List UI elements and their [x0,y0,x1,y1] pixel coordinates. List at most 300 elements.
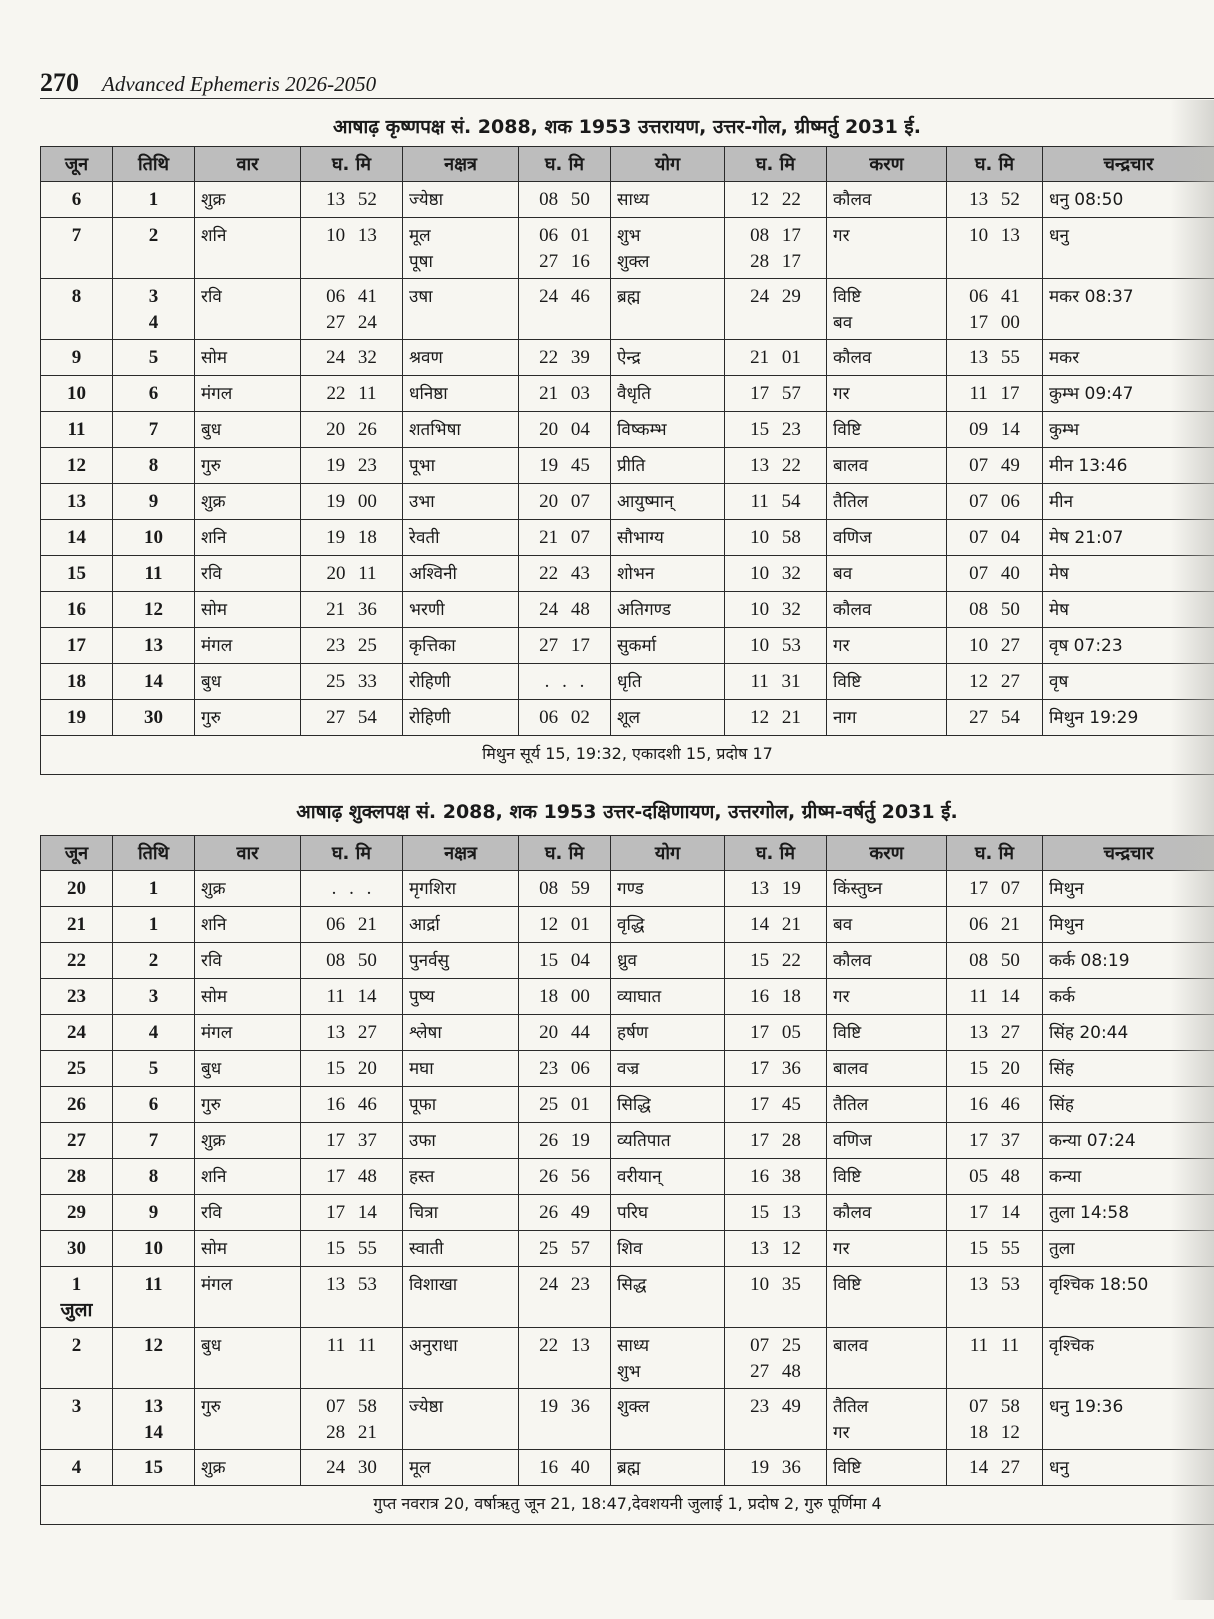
column-header: घ. मि [725,836,827,871]
nakshatra-cell [403,1015,519,1051]
column-header: तिथि [113,147,195,182]
cell-line: परिघ [617,1203,649,1223]
karan-end-time-cell [947,1450,1043,1486]
karan-end-time-cell [947,628,1043,664]
cell-line: मघा [409,1059,434,1079]
date-cell [41,412,113,448]
yoga-end-time-cell [725,1123,827,1159]
cell-line: 17 [67,635,86,656]
cell-line: 25 01 [539,1094,590,1115]
cell-line: 18 12 [969,1422,1020,1443]
nakshatra-end-time-cell [519,907,611,943]
cell-line: 07 49 [969,455,1020,476]
cell-line: 23 25 [326,635,377,656]
nakshatra-end-time-cell [519,664,611,700]
karan-cell [827,943,947,979]
cell-line: 23 06 [539,1058,590,1079]
tithi-end-time-cell [301,1051,403,1087]
nakshatra-cell [403,182,519,218]
table-row [41,520,1214,556]
cell-line: 26 56 [539,1166,590,1187]
nakshatra-end-time-cell [519,1328,611,1389]
cell-line: 08 50 [969,599,1020,620]
cell-line: वृद्धि [617,915,645,935]
table-row [41,871,1214,907]
nakshatra-end-time-cell [519,1450,611,1486]
cell-line: 8 [148,455,159,476]
cell-line: ज्येष्ठा [409,1397,443,1417]
table-row [41,907,1214,943]
cell-line: 07 06 [969,491,1020,512]
day-cell: शनि [195,218,301,279]
cell-line: बव [833,915,853,935]
cell-line: पूभा [409,456,436,476]
cell-line: 25 [67,1058,86,1079]
cell-line: ब्रह्म [617,1458,641,1478]
tithi-end-time-cell [301,943,403,979]
cell-line: 11 14 [326,986,377,1007]
table-row [41,1123,1214,1159]
yoga-cell [611,1087,725,1123]
cell-line: . . . [544,671,585,692]
nakshatra-cell [403,592,519,628]
karan-cell [827,412,947,448]
column-header: चन्द्रचार [1043,836,1214,871]
cell-line: 6 [71,189,82,210]
karan-cell [827,340,947,376]
cell-line: 26 19 [539,1130,590,1151]
cell-line: मूल [409,226,431,246]
cell-line: व्याघात [617,987,662,1007]
tithi-end-time-cell [301,1267,403,1328]
moon-transit-cell: तुला 14:58 [1043,1195,1214,1231]
nakshatra-cell [403,556,519,592]
note-row [41,736,1214,775]
cell-line: 17 37 [326,1130,377,1151]
table-row [41,340,1214,376]
cell-line: व्यतिपात [617,1131,671,1151]
cell-line: 19 23 [326,455,377,476]
yoga-end-time-cell [725,1231,827,1267]
cell-line: 13 52 [326,189,377,210]
cell-line: वज्र [617,1059,640,1079]
cell-line: 15 [67,563,86,584]
column-header: योग [611,147,725,182]
cell-line: विष्टि [833,1275,862,1295]
cell-line: 12 27 [969,671,1020,692]
nakshatra-cell [403,340,519,376]
yoga-cell [611,520,725,556]
karan-cell [827,1123,947,1159]
karan-end-time-cell [947,1051,1043,1087]
cell-line: 17 07 [969,878,1020,899]
nakshatra-end-time-cell [519,484,611,520]
cell-line: 13 53 [969,1274,1020,1295]
nakshatra-end-time-cell [519,182,611,218]
cell-line: 13 12 [750,1238,801,1259]
cell-line: 18 [67,671,86,692]
nakshatra-cell [403,1389,519,1450]
cell-line: हस्त [409,1167,435,1187]
moon-transit-cell: मिथुन [1043,907,1214,943]
cell-line: 27 48 [750,1361,801,1382]
cell-line: मृगशिरा [409,879,457,899]
karan-end-time-cell [947,448,1043,484]
cell-line: 30 [144,707,163,728]
moon-transit-cell: मेष [1043,592,1214,628]
cell-line: साध्य [617,1336,650,1356]
day-cell: रवि [195,279,301,340]
cell-line: 10 [144,1238,163,1259]
cell-line: 10 13 [326,225,377,246]
date-cell [41,592,113,628]
table-row [41,1087,1214,1123]
karan-cell [827,1450,947,1486]
nakshatra-cell [403,1267,519,1328]
karan-cell [827,1389,947,1450]
day-cell: शनि [195,907,301,943]
table-row [41,484,1214,520]
tithi-cell [113,1389,195,1450]
moon-transit-cell: कुम्भ 09:47 [1043,376,1214,412]
table-row [41,376,1214,412]
cell-line: शिव [617,1239,643,1259]
cell-line: सुकर्मा [617,636,657,656]
yoga-cell [611,943,725,979]
table-row [41,700,1214,736]
karan-cell [827,871,947,907]
day-cell: शुक्र [195,484,301,520]
nakshatra-cell [403,943,519,979]
column-header: जून [41,836,113,871]
cell-line: 22 39 [539,347,590,368]
cell-line: 19 18 [326,527,377,548]
yoga-cell [611,376,725,412]
nakshatra-end-time-cell [519,218,611,279]
cell-line: 10 32 [750,599,801,620]
moon-transit-cell: मिथुन 19:29 [1043,700,1214,736]
yoga-cell [611,279,725,340]
cell-line: 15 55 [969,1238,1020,1259]
cell-line: 11 [144,1274,163,1295]
nakshatra-cell [403,412,519,448]
cell-line: 06 41 [969,286,1020,307]
nakshatra-cell [403,218,519,279]
tithi-cell [113,218,195,279]
tithi-end-time-cell [301,1015,403,1051]
tithi-end-time-cell [301,556,403,592]
cell-line: 11 54 [750,491,801,512]
cell-line: 20 11 [326,563,377,584]
tithi-end-time-cell [301,1231,403,1267]
karan-end-time-cell [947,871,1043,907]
date-cell [41,484,113,520]
tithi-end-time-cell [301,279,403,340]
nakshatra-end-time-cell [519,556,611,592]
cell-line: 24 32 [326,347,377,368]
cell-line: 10 13 [969,225,1020,246]
karan-end-time-cell [947,376,1043,412]
column-header: नक्षत्र [403,836,519,871]
karan-cell [827,1087,947,1123]
karan-end-time-cell [947,1195,1043,1231]
date-cell [41,1231,113,1267]
cell-line: 12 [144,1335,163,1356]
moon-transit-cell: कन्या 07:24 [1043,1123,1214,1159]
tithi-cell [113,556,195,592]
cell-line: 10 53 [750,635,801,656]
moon-transit-cell: तुला [1043,1231,1214,1267]
cell-line: 08 50 [539,189,590,210]
cell-line: विष्टि [833,287,862,307]
cell-line: 15 13 [750,1202,801,1223]
ephemeris-table-shukla [40,835,1214,1525]
cell-line: उभा [409,492,435,512]
karan-cell [827,1015,947,1051]
column-header: वार [195,147,301,182]
cell-line: 27 17 [539,635,590,656]
cell-line: नाग [833,708,857,728]
table-row [41,1267,1214,1328]
yoga-cell [611,218,725,279]
cell-line: 13 [144,1396,163,1417]
nakshatra-end-time-cell [519,1195,611,1231]
cell-line: 23 [67,986,86,1007]
tithi-cell [113,1195,195,1231]
tithi-cell [113,700,195,736]
nakshatra-end-time-cell [519,628,611,664]
karan-cell [827,592,947,628]
column-header: जून [41,147,113,182]
cell-line: आयुष्मान् [617,492,674,512]
yoga-end-time-cell [725,279,827,340]
column-header: तिथि [113,836,195,871]
day-cell: गुरु [195,700,301,736]
cell-line: 06 02 [539,707,590,728]
moon-transit-cell: कुम्भ [1043,412,1214,448]
nakshatra-end-time-cell [519,448,611,484]
cell-line: 13 22 [750,455,801,476]
cell-line: 06 01 [539,225,590,246]
cell-line: 11 [144,563,163,584]
cell-line: 24 29 [750,286,801,307]
date-cell [41,1123,113,1159]
yoga-end-time-cell [725,376,827,412]
date-cell [41,182,113,218]
table-row [41,279,1214,340]
yoga-cell [611,907,725,943]
moon-transit-cell: सिंह 20:44 [1043,1015,1214,1051]
cell-line: 20 26 [326,419,377,440]
table-row [41,979,1214,1015]
yoga-end-time-cell [725,556,827,592]
cell-line: कौलव [833,951,872,971]
cell-line: 22 11 [326,383,377,404]
yoga-cell [611,1015,725,1051]
cell-line: 15 22 [750,950,801,971]
yoga-end-time-cell [725,1159,827,1195]
tithi-end-time-cell [301,1328,403,1389]
karan-end-time-cell [947,979,1043,1015]
karan-end-time-cell [947,1159,1043,1195]
day-cell: गुरु [195,1087,301,1123]
cell-line: बव [833,313,853,333]
cell-line: 24 46 [539,286,590,307]
cell-line: रोहिणी [409,708,451,728]
cell-line: 12 21 [750,707,801,728]
karan-cell [827,979,947,1015]
day-cell: शनि [195,520,301,556]
cell-line: 14 21 [750,914,801,935]
book-title: Advanced Ephemeris 2026-2050 [102,72,377,96]
cell-line: विष्टि [833,1458,862,1478]
table-row [41,1389,1214,1450]
date-cell [41,1389,113,1450]
yoga-cell [611,412,725,448]
cell-line: ध्रुव [617,951,637,971]
cell-line: गर [833,1239,850,1259]
tithi-cell [113,592,195,628]
date-cell [41,907,113,943]
tithi-cell [113,979,195,1015]
tithi-end-time-cell [301,1450,403,1486]
yoga-cell [611,1389,725,1450]
cell-line: 13 27 [969,1022,1020,1043]
yoga-end-time-cell [725,448,827,484]
yoga-cell [611,556,725,592]
date-cell [41,664,113,700]
nakshatra-cell [403,1087,519,1123]
table-row [41,664,1214,700]
cell-line: 21 01 [750,347,801,368]
yoga-end-time-cell [725,943,827,979]
cell-line: ब्रह्म [617,287,641,307]
cell-line: 7 [148,419,159,440]
moon-transit-cell: मिथुन [1043,871,1214,907]
cell-line: 4 [71,1457,82,1478]
cell-line: 17 45 [750,1094,801,1115]
cell-line: 15 20 [326,1058,377,1079]
nakshatra-cell [403,700,519,736]
yoga-end-time-cell [725,1015,827,1051]
cell-line: 27 16 [539,251,590,272]
tithi-cell [113,340,195,376]
yoga-cell [611,1328,725,1389]
cell-line: 2 [148,950,159,971]
nakshatra-end-time-cell [519,1087,611,1123]
yoga-end-time-cell [725,1051,827,1087]
tithi-end-time-cell [301,1389,403,1450]
karan-cell [827,520,947,556]
karan-end-time-cell [947,556,1043,592]
karan-end-time-cell [947,943,1043,979]
nakshatra-end-time-cell [519,376,611,412]
karan-cell [827,1267,947,1328]
tithi-end-time-cell [301,484,403,520]
cell-line: 21 03 [539,383,590,404]
moon-transit-cell: सिंह [1043,1051,1214,1087]
tithi-cell [113,871,195,907]
yoga-cell [611,700,725,736]
cell-line: 8 [71,286,82,307]
cell-line: अतिगण्ड [617,600,671,620]
tithi-cell [113,1051,195,1087]
header-row [41,147,1214,182]
cell-line: 13 55 [969,347,1020,368]
cell-line: 20 [67,878,86,899]
cell-line: 27 54 [969,707,1020,728]
cell-line: कौलव [833,190,872,210]
cell-line: गर [833,636,850,656]
yoga-cell [611,1231,725,1267]
moon-transit-cell: धनु [1043,1450,1214,1486]
tithi-cell [113,376,195,412]
cell-line: 26 [67,1094,86,1115]
cell-line: 08 17 [750,225,801,246]
cell-line: सिद्ध [617,1275,647,1295]
cell-line: 7 [148,1130,159,1151]
day-cell: सोम [195,592,301,628]
yoga-end-time-cell [725,592,827,628]
tithi-end-time-cell [301,376,403,412]
cell-line: रोहिणी [409,672,451,692]
karan-cell [827,1159,947,1195]
cell-line: तैतिल [833,1095,869,1115]
karan-end-time-cell [947,592,1043,628]
cell-line: 14 27 [969,1457,1020,1478]
yoga-end-time-cell [725,664,827,700]
nakshatra-cell [403,1328,519,1389]
karan-end-time-cell [947,340,1043,376]
cell-line: सिद्धि [617,1095,651,1115]
cell-line: गर [833,987,850,1007]
cell-line: 27 24 [326,312,377,333]
cell-line: 12 [67,455,86,476]
moon-transit-cell: कर्क [1043,979,1214,1015]
karan-cell [827,1195,947,1231]
date-cell [41,1450,113,1486]
cell-line: 05 48 [969,1166,1020,1187]
karan-end-time-cell [947,1389,1043,1450]
cell-line: 07 40 [969,563,1020,584]
day-cell: बुध [195,1051,301,1087]
date-cell [41,1267,113,1328]
nakshatra-end-time-cell [519,279,611,340]
cell-line: रेवती [409,528,440,548]
table-row [41,943,1214,979]
table-row [41,1051,1214,1087]
day-cell: मंगल [195,1267,301,1328]
column-header: करण [827,147,947,182]
header-row [41,836,1214,871]
tithi-cell [113,1087,195,1123]
nakshatra-cell [403,1159,519,1195]
yoga-end-time-cell [725,1267,827,1328]
day-cell: मंगल [195,1015,301,1051]
cell-line: विष्टि [833,420,862,440]
tithi-end-time-cell [301,1123,403,1159]
cell-line: 5 [148,1058,159,1079]
cell-line: 11 31 [750,671,801,692]
yoga-cell [611,448,725,484]
day-cell: रवि [195,943,301,979]
karan-end-time-cell [947,520,1043,556]
cell-line: चित्रा [409,1203,438,1223]
tithi-end-time-cell [301,871,403,907]
karan-end-time-cell [947,1231,1043,1267]
cell-line: 29 [67,1202,86,1223]
cell-line: 21 36 [326,599,377,620]
